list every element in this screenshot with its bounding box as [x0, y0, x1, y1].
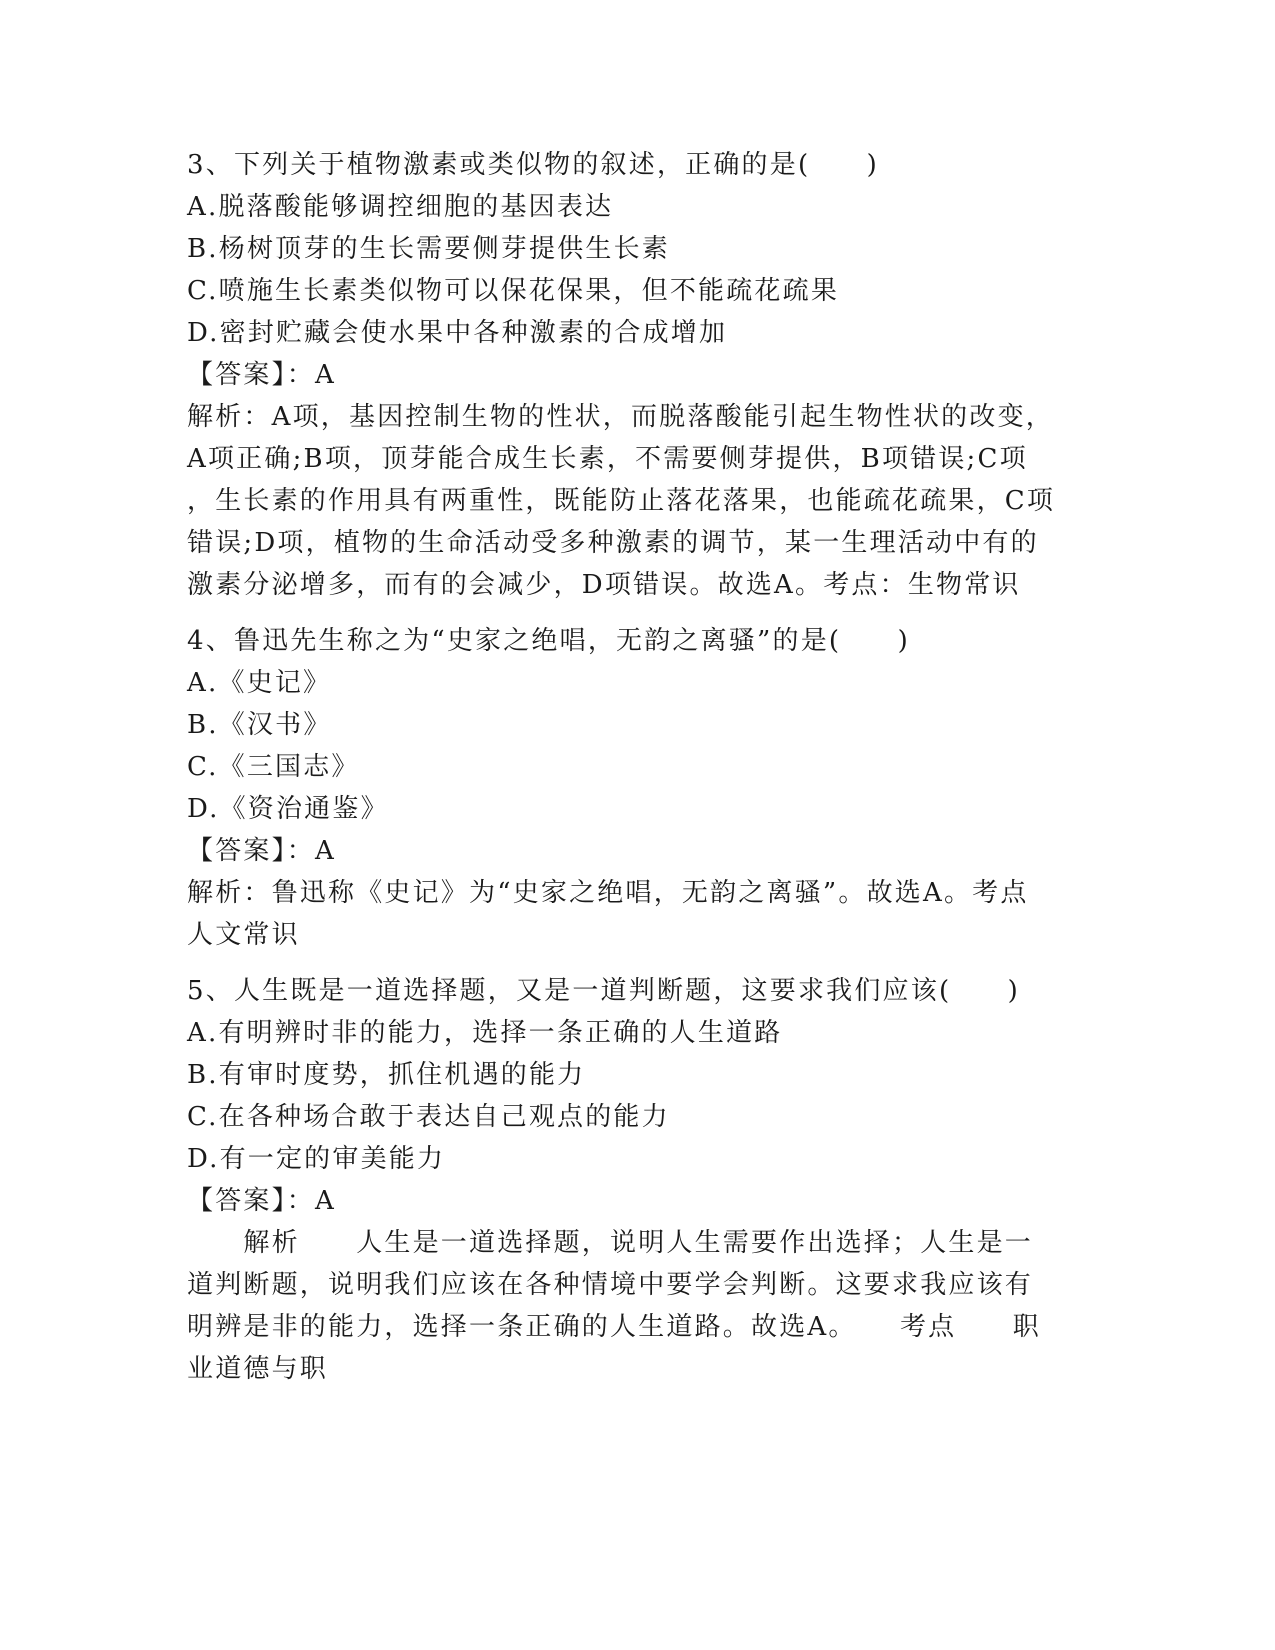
question-5-option-b: B.有审时度势，抓住机遇的能力	[187, 1060, 586, 1090]
question-5-explanation-line: 业道德与职	[187, 1354, 329, 1384]
question-5-explanation-line: 道判断题，说明我们应该在各种情境中要学会判断。这要求我应该有	[187, 1270, 1034, 1300]
question-5-option-c: C.在各种场合敢于表达自己观点的能力	[187, 1102, 670, 1132]
question-3-option-a: A.脱落酸能够调控细胞的基因表达	[187, 192, 614, 222]
question-4-option-c: C.《三国志》	[187, 752, 360, 782]
question-3-explanation-line: 激素分泌增多，而有的会减少，D项错误。故选A。考点：生物常识	[187, 570, 1021, 600]
question-5-option-a: A.有明辨时非的能力，选择一条正确的人生道路	[187, 1018, 783, 1048]
question-4-explanation-line: 解析：鲁迅称《史记》为“史家之绝唱，无韵之离骚”。故选A。考点	[187, 878, 1029, 908]
question-4-option-d: D.《资治通鉴》	[187, 794, 389, 824]
question-3-explanation-line: 解析：A项，基因控制生物的性状，而脱落酸能引起生物性状的改变，	[187, 402, 1054, 432]
question-3-option-c: C.喷施生长素类似物可以保花保果，但不能疏花疏果	[187, 276, 840, 306]
question-5-option-d: D.有一定的审美能力	[187, 1144, 446, 1174]
question-3-explanation-line: A项正确;B项，顶芽能合成生长素，不需要侧芽提供，B项错误;C项	[187, 444, 1028, 474]
question-5-stem: 5、人生既是一道选择题，又是一道判断题，这要求我们应该( )	[187, 976, 1021, 1006]
question-3-option-d: D.密封贮藏会使水果中各种激素的合成增加	[187, 318, 728, 348]
question-3-answer: 【答案】：A	[187, 360, 336, 390]
question-5-explanation-line: 解析 人生是一道选择题，说明人生需要作出选择；人生是一	[187, 1228, 1034, 1258]
question-3-option-b: B.杨树顶芽的生长需要侧芽提供生长素	[187, 234, 670, 264]
question-4-explanation-line: 人文常识	[187, 920, 300, 950]
question-3-explanation-line: 错误;D项，植物的生命活动受多种激素的调节，某一生理活动中有的	[187, 528, 1039, 558]
question-4-stem: 4、鲁迅先生称之为“史家之绝唱，无韵之离骚”的是( )	[187, 626, 911, 656]
question-5-explanation-line: 明辨是非的能力，选择一条正确的人生道路。故选A。 考点 职	[187, 1312, 1041, 1342]
question-4-option-a: A.《史记》	[187, 668, 332, 698]
question-4-option-b: B.《汉书》	[187, 710, 332, 740]
question-3-stem: 3、下列关于植物激素或类似物的叙述，正确的是( )	[187, 150, 880, 180]
question-5-answer: 【答案】：A	[187, 1186, 336, 1216]
question-3-explanation-line: ，生长素的作用具有两重性，既能防止落花落果，也能疏花疏果，C项	[187, 486, 1056, 516]
question-4-answer: 【答案】：A	[187, 836, 336, 866]
